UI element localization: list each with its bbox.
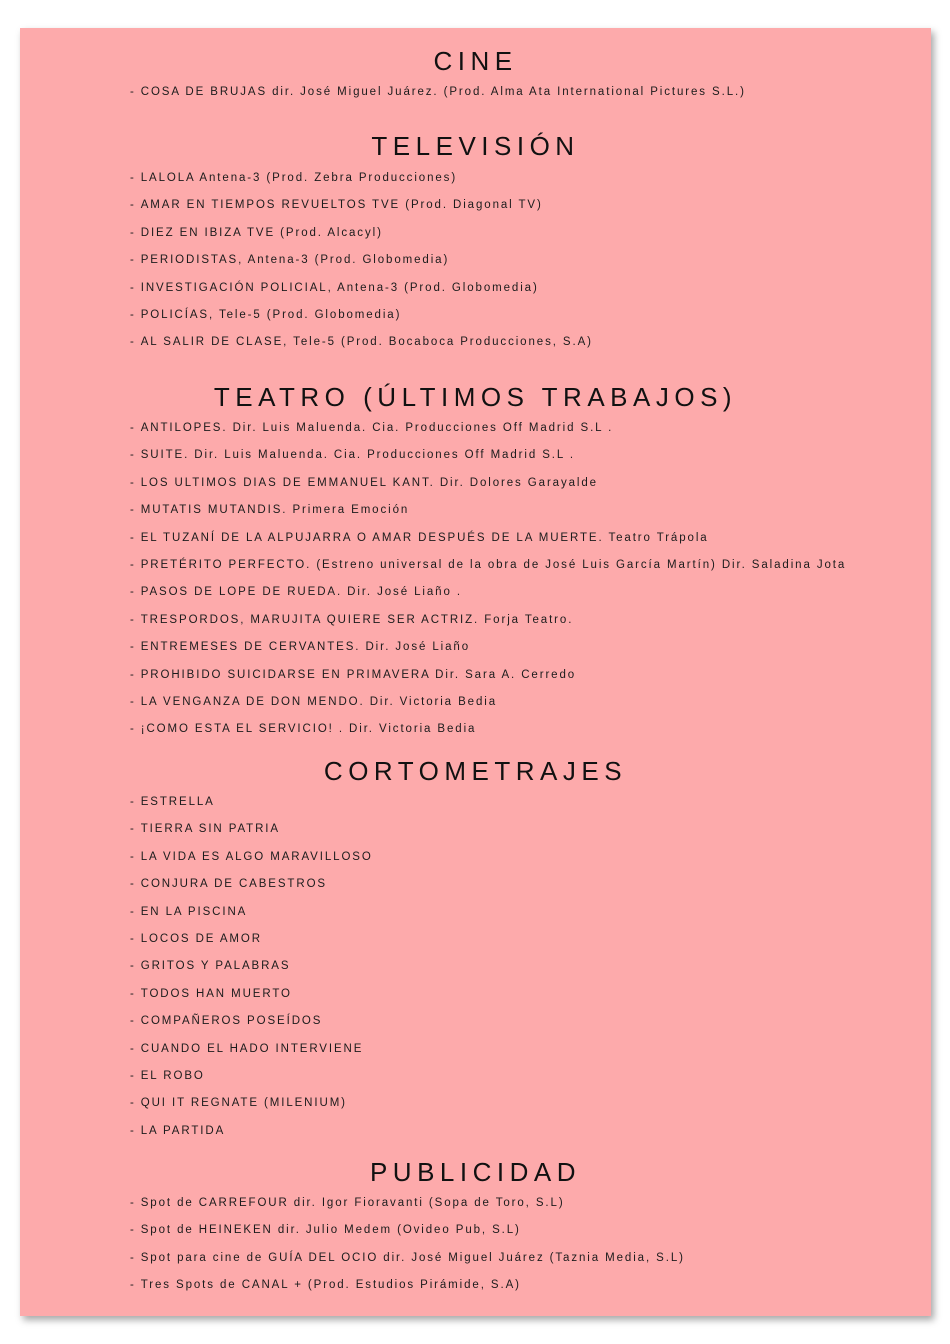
- list-item: - GRITOS Y PALABRAS: [130, 960, 291, 973]
- list-item: - LALOLA Antena-3 (Prod. Zebra Producciones): [130, 172, 458, 184]
- list-item: - Spot de CARREFOUR dir. Igor Fioravanti (Sopa de Toro, S.L): [130, 1197, 565, 1209]
- list-item: - PASOS DE LOPE DE RUEDA. Dir. José Liaño .: [130, 586, 462, 599]
- section-title-cortometrajes: CORTOMETRAJES: [323, 756, 628, 786]
- list-item: - LOCOS DE AMOR: [130, 932, 262, 945]
- list-item: - AMAR EN TIEMPOS REVUELTOS TVE (Prod. Diagonal TV): [130, 199, 543, 212]
- section-title-cine: CINE: [433, 46, 518, 76]
- list-teatro: [130, 415, 846, 744]
- list-item: - EL ROBO: [130, 1069, 205, 1082]
- list-item: - TODOS HAN MUERTO: [130, 987, 292, 1000]
- list-publicidad: [130, 1190, 685, 1300]
- list-item: - EL TUZANÍ DE LA ALPUJARRA O AMAR DESPUÉS DE LA MUERTE. Teatro Trápola: [130, 531, 709, 544]
- list-item: - EN LA PISCINA: [130, 905, 248, 918]
- list-item: - DIEZ EN IBIZA TVE (Prod. Alcacyl): [130, 226, 383, 239]
- list-cine: [130, 79, 746, 106]
- list-item: - ESTRELLA: [130, 796, 215, 808]
- section-title-publicidad: PUBLICIDAD: [369, 1157, 582, 1187]
- list-item: - LOS ULTIMOS DIAS DE EMMANUEL KANT. Dir. Dolores Garayalde: [130, 476, 598, 489]
- list-item: - COMPAÑEROS POSEÍDOS: [130, 1015, 323, 1028]
- list-cortometrajes: [130, 789, 373, 1145]
- list-item: - LA VIDA ES ALGO MARAVILLOSO: [130, 850, 373, 863]
- list-item: - CUANDO EL HADO INTERVIENE: [130, 1042, 364, 1055]
- list-item: - AL SALIR DE CLASE, Tele-5 (Prod. Bocaboca Producciones, S.A): [130, 336, 593, 349]
- list-item: - PRETÉRITO PERFECTO. (Estreno universal de la obra de José Luis García Martín) Dir. Saladina Jota: [130, 558, 847, 571]
- section-title-television: TELEVISIÓN: [371, 131, 580, 161]
- list-item: - PROHIBIDO SUICIDARSE EN PRIMAVERA Dir. Sara A. Cerredo: [130, 668, 577, 681]
- list-item: - ANTILOPES. Dir. Luis Maluenda. Cia. Producciones Off Madrid S.L .: [130, 422, 614, 434]
- list-item: - ENTREMESES DE CERVANTES. Dir. José Liaño: [130, 641, 471, 654]
- list-item: - COSA DE BRUJAS dir. José Miguel Juárez. (Prod. Alma Ata International Pictures S.L.): [130, 86, 746, 98]
- list-item: - TIERRA SIN PATRIA: [130, 823, 280, 836]
- list-item: - SUITE. Dir. Luis Maluenda. Cia. Producciones Off Madrid S.L .: [130, 449, 575, 462]
- list-item: - INVESTIGACIÓN POLICIAL, Antena-3 (Prod. Globomedia): [130, 281, 539, 294]
- list-item: - TRESPORDOS, MARUJITA QUIERE SER ACTRIZ. Forja Teatro.: [130, 613, 574, 626]
- list-item: - CONJURA DE CABESTROS: [130, 878, 327, 891]
- document-page: [20, 28, 931, 1316]
- list-television: [130, 165, 593, 357]
- list-item: - LA VENGANZA DE DON MENDO. Dir. Victoria Bedia: [130, 695, 497, 708]
- list-item: - Spot de HEINEKEN dir. Julio Medem (Ovideo Pub, S.L): [130, 1224, 521, 1237]
- list-item: - Spot para cine de GUÍA DEL OCIO dir. José Miguel Juárez (Taznia Media, S.L): [130, 1251, 685, 1264]
- list-item: - PERIODISTAS, Antena-3 (Prod. Globomedia): [130, 254, 450, 267]
- section-title-teatro: TEATRO (ÚLTIMOS TRABAJOS): [213, 382, 738, 412]
- list-item: - QUI IT REGNATE (MILENIUM): [130, 1097, 347, 1110]
- list-item: - LA PARTIDA: [130, 1124, 226, 1137]
- list-item: - ¡COMO ESTA EL SERVICIO! . Dir. Victoria Bedia: [130, 723, 477, 736]
- list-item: - MUTATIS MUTANDIS. Primera Emoción: [130, 504, 410, 517]
- list-item: - Tres Spots de CANAL + (Prod. Estudios Pirámide, S.A): [130, 1279, 521, 1292]
- list-item: - POLICÍAS, Tele-5 (Prod. Globomedia): [130, 308, 402, 321]
